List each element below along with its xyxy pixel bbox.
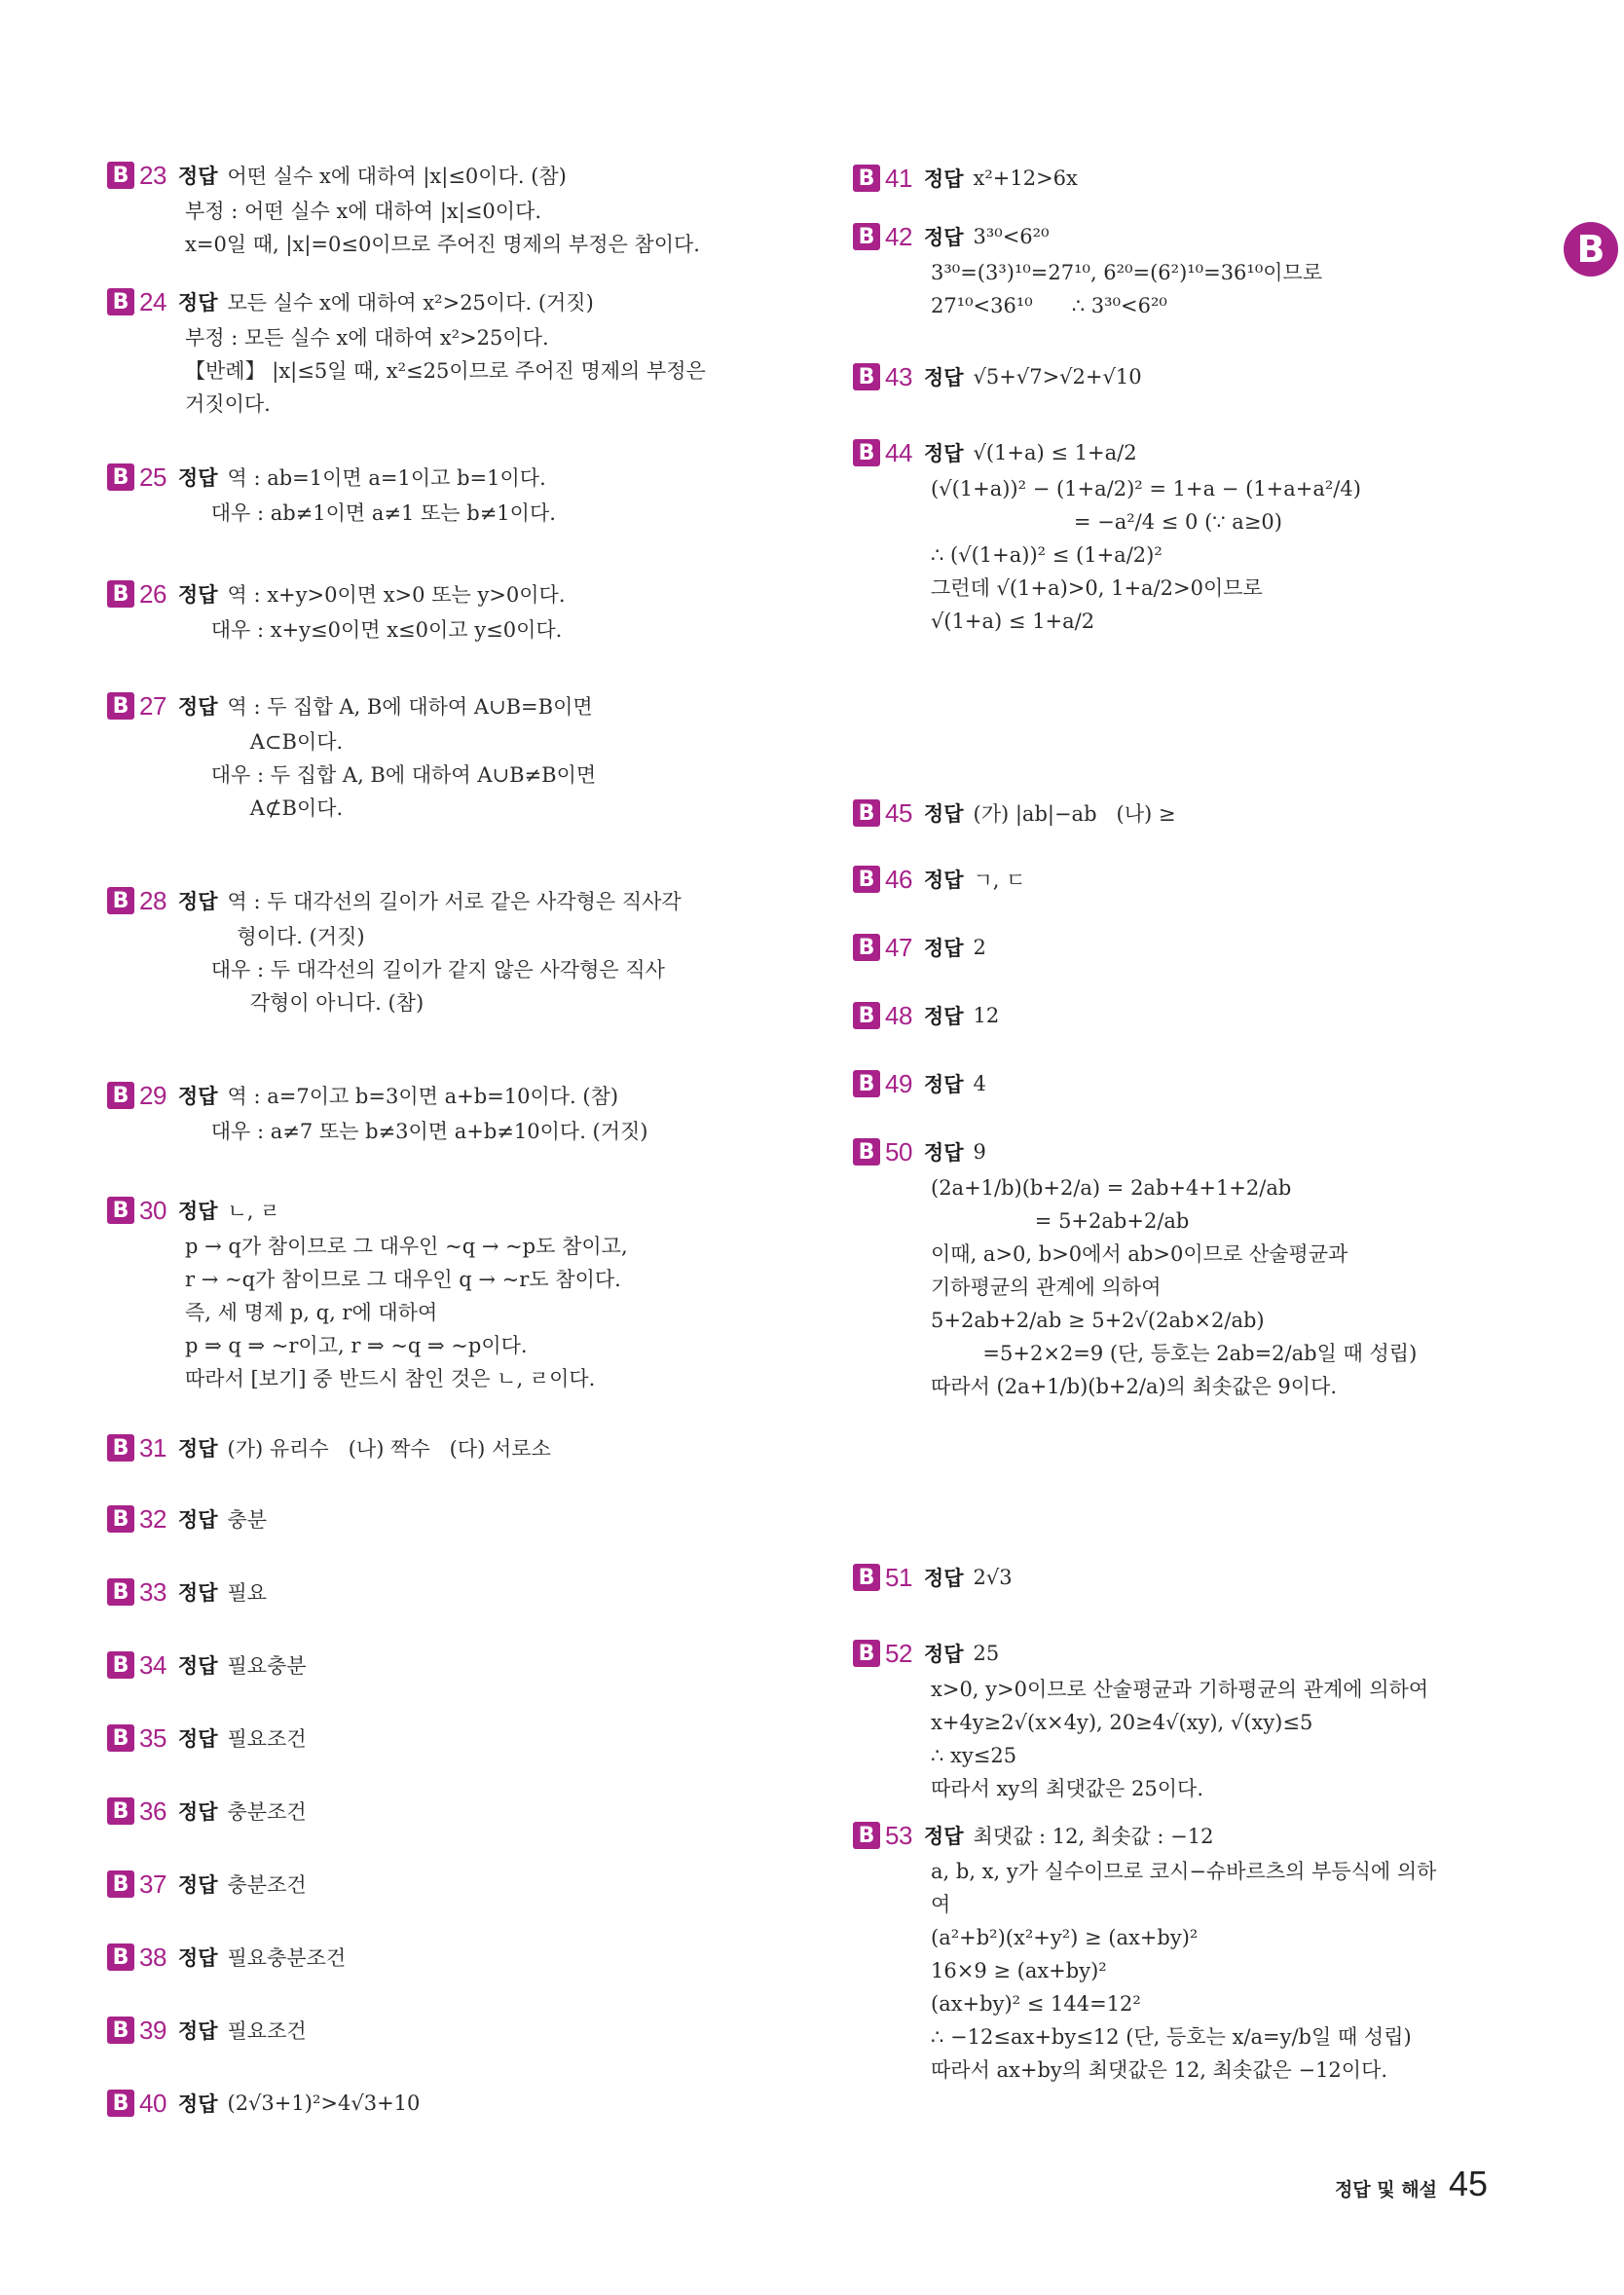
explanation-line: x=0일 때, |x|=0≤0이므로 주어진 명제의 부정은 참이다.: [185, 233, 700, 256]
answer-text: 어떤 실수 x에 대하여 |x|≤0이다. (참): [227, 165, 567, 188]
problem-number: 31: [139, 1432, 166, 1462]
answer-item: [107, 1428, 808, 1467]
answer-text: (가) 유리수 (나) 짝수 (다) 서로소: [227, 1437, 551, 1461]
answer-label: 정답: [177, 1085, 218, 1108]
answer-header: [853, 1634, 1554, 1673]
problem-number: 46: [885, 864, 912, 894]
answer-label: 정답: [923, 1141, 964, 1165]
explanation-line: ∴ −12≤ax+by≤12 (단, 등호는 x/a=y/b일 때 성립): [931, 2025, 1412, 2049]
problem-number: 24: [139, 286, 166, 316]
explanation-line: 여: [931, 1893, 951, 1916]
explanation-line: 이때, a>0, b>0에서 ab>0이므로 산술평균과: [931, 1242, 1348, 1266]
answer-text: (2√3+1)²>4√3+10: [227, 2091, 421, 2115]
answer-text: 충분조건: [227, 1873, 307, 1897]
level-badge: B: [107, 1651, 134, 1679]
answer-header: [853, 996, 1554, 1035]
answer-item: [107, 2084, 808, 2123]
level-badge: B: [107, 1197, 134, 1224]
answer-header: [107, 881, 808, 920]
level-badge: B: [853, 223, 880, 250]
answer-header: [107, 2011, 808, 2050]
level-badge: B: [107, 1434, 134, 1462]
answer-label: 정답: [177, 695, 218, 719]
answer-text: 필요충분조건: [227, 1946, 347, 1970]
problem-number: 33: [139, 1576, 166, 1607]
answer-header: [853, 1816, 1554, 1855]
answer-text: 필요충분: [227, 1654, 307, 1678]
answer-label: 정답: [923, 1567, 964, 1590]
problem-number: 23: [139, 160, 166, 190]
answer-text: (가) |ab|−ab (나) ≥: [973, 802, 1176, 826]
answer-label: 정답: [177, 1873, 218, 1897]
problem-number: 41: [885, 163, 912, 193]
explanation-line: 대우 : ab≠1이면 a≠1 또는 b≠1이다.: [185, 501, 556, 525]
answer-label: 정답: [177, 1727, 218, 1751]
answer-label: 정답: [923, 802, 964, 826]
answer-item: [107, 1792, 808, 1831]
explanation-line: (a²+b²)(x²+y²) ≥ (ax+by)²: [931, 1926, 1199, 1949]
answer-label: 정답: [923, 937, 964, 960]
level-badge: B: [853, 1640, 880, 1667]
answer-item: [107, 1573, 808, 1611]
explanation-line: p ⇒ q ⇒ ~r이고, r ⇒ ~q ⇒ ~p이다.: [185, 1334, 528, 1357]
level-badge: B: [107, 1797, 134, 1825]
answer-item: [853, 1064, 1554, 1103]
answer-item: [853, 1816, 1554, 2087]
answer-item: [853, 996, 1554, 1035]
answer-text: 25: [973, 1642, 1000, 1665]
answer-item: [107, 686, 808, 825]
answer-text: 충분: [227, 1508, 268, 1532]
answer-header: [853, 1064, 1554, 1103]
answer-item: [107, 1499, 808, 1538]
answer-header: [107, 1865, 808, 1904]
explanation-line: A⊄B이다.: [185, 796, 344, 820]
explanation-line: 27¹⁰<36¹⁰ ∴ 3³⁰<6²⁰: [931, 294, 1167, 317]
answer-label: 정답: [177, 1654, 218, 1678]
answer-item: [107, 881, 808, 1019]
problem-number: 44: [885, 437, 912, 467]
level-badge: B: [853, 1002, 880, 1029]
problem-number: 36: [139, 1795, 166, 1826]
explanation-line: (2a+1/b)(b+2/a) = 2ab+4+1+2/ab: [931, 1176, 1292, 1200]
answer-text: ㄴ, ㄹ: [227, 1200, 280, 1223]
answer-label: 정답: [177, 165, 218, 188]
answer-header: [107, 1191, 808, 1230]
answer-item: [107, 458, 808, 530]
problem-number: 34: [139, 1649, 166, 1680]
answer-item: [107, 1719, 808, 1758]
problem-number: 38: [139, 1942, 166, 1972]
answer-item: [107, 2011, 808, 2050]
level-badge: B: [853, 363, 880, 390]
answer-text: 4: [973, 1072, 986, 1095]
answer-text: 12: [973, 1004, 1000, 1027]
problem-number: 26: [139, 578, 166, 609]
answer-header: [107, 1499, 808, 1538]
explanation-line: 대우 : 두 집합 A, B에 대하여 A∪B≠B이면: [185, 763, 597, 787]
answer-item: [853, 928, 1554, 967]
answer-label: 정답: [923, 366, 964, 389]
explanation-line: 각형이 아니다. (참): [185, 991, 424, 1015]
explanation-line: ∴ xy≤25: [931, 1744, 1017, 1767]
answer-header: [107, 458, 808, 497]
answer-text: 역 : 두 대각선의 길이가 서로 같은 사각형은 직사각: [227, 890, 682, 913]
problem-number: 49: [885, 1068, 912, 1098]
answer-item: [853, 433, 1554, 638]
problem-number: 40: [139, 2088, 166, 2118]
answer-label: 정답: [923, 226, 964, 249]
answer-label: 정답: [177, 1581, 218, 1605]
answer-text: 역 : a=7이고 b=3이면 a+b=10이다. (참): [227, 1085, 619, 1108]
explanation-line: =5+2×2=9 (단, 등호는 2ab=2/ab일 때 성립): [931, 1342, 1418, 1365]
answer-header: [107, 1076, 808, 1115]
answer-text: 모든 실수 x에 대하여 x²>25이다. (거짓): [227, 291, 594, 315]
level-badge: B: [853, 934, 880, 961]
level-badge: B: [107, 1724, 134, 1752]
answer-item: [853, 357, 1554, 396]
answer-header: [107, 1719, 808, 1758]
problem-number: 27: [139, 690, 166, 721]
answer-text: √(1+a) ≤ 1+a/2: [973, 441, 1137, 464]
answer-label: 정답: [177, 2092, 218, 2116]
answer-text: 3³⁰<6²⁰: [973, 225, 1050, 248]
level-badge: B: [853, 165, 880, 192]
explanation-line: √(1+a) ≤ 1+a/2: [931, 610, 1095, 633]
explanation-line: p → q가 참이므로 그 대우인 ~q → ~p도 참이고,: [185, 1235, 628, 1258]
answer-item: [853, 1132, 1554, 1403]
problem-number: 29: [139, 1080, 166, 1110]
level-badge: B: [107, 463, 134, 491]
level-badge: B: [107, 887, 134, 914]
answer-header: [107, 686, 808, 725]
answer-header: [107, 156, 808, 195]
answer-label: 정답: [177, 1437, 218, 1461]
answer-item: [107, 156, 808, 261]
level-badge: B: [107, 288, 134, 315]
answer-item: [107, 282, 808, 421]
answer-item: [853, 217, 1554, 322]
page-footer: [1335, 2164, 1488, 2204]
problem-number: 39: [139, 2015, 166, 2045]
problem-number: 43: [885, 361, 912, 391]
answer-label: 정답: [923, 1825, 964, 1848]
explanation-line: 【반례】 |x|≤5일 때, x²≤25이므로 주어진 명제의 부정은: [185, 359, 706, 383]
answer-label: 정답: [177, 466, 218, 490]
answer-item: [107, 1076, 808, 1148]
answer-label: 정답: [923, 1643, 964, 1666]
answer-header: [853, 794, 1554, 833]
answer-label: 정답: [177, 291, 218, 315]
level-badge: B: [853, 799, 880, 827]
answer-text: 9: [973, 1140, 986, 1164]
answer-header: [853, 159, 1554, 198]
answer-header: [853, 928, 1554, 967]
problem-number: 37: [139, 1869, 166, 1899]
answer-header: [107, 2084, 808, 2123]
answer-item: [853, 1558, 1554, 1597]
level-badge: B: [853, 1070, 880, 1097]
answer-text: 필요조건: [227, 2019, 307, 2043]
level-badge: B: [107, 1870, 134, 1898]
answer-item: [853, 860, 1554, 899]
problem-number: 52: [885, 1638, 912, 1668]
explanation-line: r → ~q가 참이므로 그 대우인 q → ~r도 참이다.: [185, 1268, 621, 1291]
level-badge: B: [107, 692, 134, 720]
level-badge: B: [853, 1564, 880, 1591]
level-badge: B: [853, 1138, 880, 1166]
answer-header: [107, 574, 808, 613]
problem-number: 50: [885, 1136, 912, 1166]
explanation-line: 대우 : 두 대각선의 길이가 같지 않은 사각형은 직사: [185, 958, 665, 981]
problem-number: 45: [885, 797, 912, 828]
answer-label: 정답: [177, 1946, 218, 1970]
answer-text: 충분조건: [227, 1800, 307, 1824]
problem-number: 47: [885, 932, 912, 962]
explanation-line: a, b, x, y가 실수이므로 코시−슈바르츠의 부등식에 의하: [931, 1860, 1437, 1883]
answer-header: [853, 860, 1554, 899]
explanation-line: 따라서 (2a+1/b)(b+2/a)의 최솟값은 9이다.: [931, 1375, 1338, 1398]
problem-number: 51: [885, 1562, 912, 1592]
answer-header: [107, 1646, 808, 1684]
problem-number: 30: [139, 1195, 166, 1225]
explanation-line: ∴ (√(1+a))² ≤ (1+a/2)²: [931, 543, 1163, 567]
explanation-line: 기하평균의 관계에 의하여: [931, 1276, 1162, 1299]
answer-header: [853, 1558, 1554, 1597]
answer-item: [107, 1646, 808, 1684]
answer-label: 정답: [177, 583, 218, 607]
level-badge: B: [853, 439, 880, 466]
answer-header: [107, 282, 808, 321]
answer-label: 정답: [923, 442, 964, 465]
answer-text: 필요: [227, 1581, 268, 1605]
answer-header: [107, 1428, 808, 1467]
answer-label: 정답: [177, 1200, 218, 1223]
problem-number: 53: [885, 1820, 912, 1850]
level-badge: B: [853, 866, 880, 893]
explanation-line: 대우 : a≠7 또는 b≠3이면 a+b≠10이다. (거짓): [185, 1120, 648, 1143]
answer-header: [107, 1573, 808, 1611]
answer-text: 역 : 두 집합 A, B에 대하여 A∪B=B이면: [227, 695, 593, 719]
answer-label: 정답: [923, 1005, 964, 1028]
problem-number: 25: [139, 462, 166, 492]
answer-text: √5+√7>√2+√10: [973, 365, 1142, 389]
explanation-line: A⊂B이다.: [185, 730, 344, 754]
level-badge: B: [107, 162, 134, 189]
explanation-line: 16×9 ≥ (ax+by)²: [931, 1959, 1107, 1982]
explanation-line: 즉, 세 명제 p, q, r에 대하여: [185, 1301, 438, 1324]
answer-text: 역 : ab=1이면 a=1이고 b=1이다.: [227, 466, 546, 490]
answer-label: 정답: [177, 2019, 218, 2043]
answer-text: 2√3: [973, 1566, 1013, 1589]
answer-header: [853, 1132, 1554, 1171]
footer-label: 정답 및 해설: [1334, 2179, 1437, 2201]
answer-label: 정답: [923, 869, 964, 892]
level-badge: B: [107, 1082, 134, 1109]
answer-item: [853, 159, 1554, 198]
explanation-line: 부정 : 모든 실수 x에 대하여 x²>25이다.: [185, 326, 549, 350]
explanation-line: x>0, y>0이므로 산술평균과 기하평균의 관계에 의하여: [931, 1678, 1429, 1701]
section-tab: B: [1564, 222, 1618, 277]
answer-label: 정답: [923, 167, 964, 191]
problem-number: 48: [885, 1000, 912, 1030]
explanation-line: 거짓이다.: [185, 392, 271, 416]
answer-text: ㄱ, ㄷ: [973, 869, 1026, 892]
answer-text: x²+12>6x: [973, 167, 1078, 190]
explanation-line: 따라서 [보기] 중 반드시 참인 것은 ㄴ, ㄹ이다.: [185, 1367, 596, 1390]
explanation-line: 부정 : 어떤 실수 x에 대하여 |x|≤0이다.: [185, 200, 542, 223]
explanation-line: 형이다. (거짓): [185, 925, 365, 948]
explanation-line: x+4y≥2√(x×4y), 20≥4√(xy), √(xy)≤5: [931, 1711, 1313, 1734]
answer-header: [853, 217, 1554, 256]
page-number: 45: [1448, 2164, 1488, 2203]
answer-item: [107, 1865, 808, 1904]
problem-number: 28: [139, 885, 166, 915]
level-badge: B: [107, 2017, 134, 2044]
level-badge: B: [107, 1505, 134, 1533]
explanation-line: 따라서 xy의 최댓값은 25이다.: [931, 1777, 1203, 1800]
answer-label: 정답: [177, 1800, 218, 1824]
answer-text: 2: [973, 936, 986, 959]
answer-label: 정답: [177, 890, 218, 913]
explanation-line: (√(1+a))² − (1+a/2)² = 1+a − (1+a+a²/4): [931, 477, 1361, 500]
level-badge: B: [107, 580, 134, 608]
explanation-line: = 5+2ab+2/ab: [931, 1209, 1190, 1233]
answer-text: 필요조건: [227, 1727, 307, 1751]
level-badge: B: [107, 1578, 134, 1606]
explanation-line: (ax+by)² ≤ 144=12²: [931, 1992, 1141, 2016]
answer-item: [853, 794, 1554, 833]
answer-item: [853, 1634, 1554, 1805]
answer-header: [853, 357, 1554, 396]
explanation-line: 따라서 ax+by의 최댓값은 12, 최솟값은 −12이다.: [931, 2058, 1388, 2082]
answer-item: [107, 574, 808, 647]
answer-item: [107, 1191, 808, 1395]
problem-number: 42: [885, 221, 912, 251]
answer-item: [107, 1938, 808, 1977]
level-badge: B: [107, 2090, 134, 2117]
answer-label: 정답: [923, 1073, 964, 1096]
answer-text: 최댓값 : 12, 최솟값 : −12: [973, 1825, 1214, 1848]
answer-header: [107, 1938, 808, 1977]
answer-header: [853, 433, 1554, 472]
problem-number: 32: [139, 1503, 166, 1534]
level-badge: B: [853, 1822, 880, 1849]
answer-header: [107, 1792, 808, 1831]
answer-text: 역 : x+y>0이면 x>0 또는 y>0이다.: [227, 583, 566, 607]
problem-number: 35: [139, 1722, 166, 1753]
explanation-line: 그런데 √(1+a)>0, 1+a/2>0이므로: [931, 576, 1263, 600]
explanation-line: 3³⁰=(3³)¹⁰=27¹⁰, 6²⁰=(6²)¹⁰=36¹⁰이므로: [931, 261, 1323, 284]
explanation-line: 대우 : x+y≤0이면 x≤0이고 y≤0이다.: [185, 618, 563, 642]
level-badge: B: [107, 1943, 134, 1971]
explanation-line: 5+2ab+2/ab ≥ 5+2√(2ab×2/ab): [931, 1309, 1265, 1332]
answer-label: 정답: [177, 1508, 218, 1532]
explanation-line: = −a²/4 ≤ 0 (∵ a≥0): [931, 510, 1282, 534]
